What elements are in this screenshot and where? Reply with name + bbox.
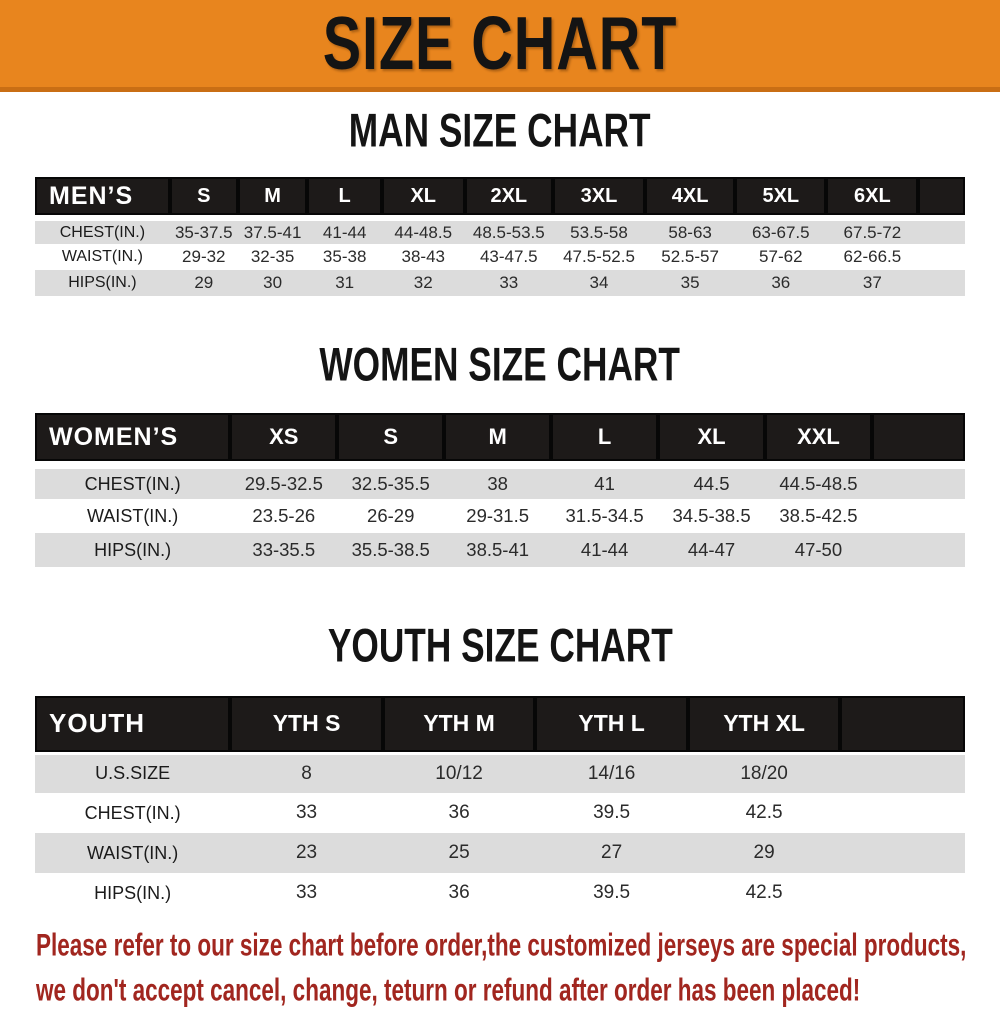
youth-value-cell: 25 (448, 842, 470, 863)
youth-row-label-cell: CHEST(IN.) (84, 802, 181, 823)
women-row-label-cell: WAIST(IN.) (86, 505, 179, 526)
women-value-cell: 44-47 (687, 539, 736, 560)
women-row-label-cell: CHEST(IN.) (84, 473, 181, 494)
women-value-cell: 29-31.5 (466, 505, 530, 526)
men-value-cell: 35-37.5 (174, 222, 233, 242)
men-value-cell: 32 (413, 273, 433, 292)
youth-size-header-cell: YTH L (535, 696, 688, 753)
men-size-header-cell: 4XL (645, 177, 735, 218)
women-measurement-row (35, 499, 965, 533)
youth-section-title-text: YOUTH SIZE CHART (327, 619, 673, 672)
men-value-cell: 48.5-53.5 (472, 222, 545, 242)
youth-value-cell: 27 (601, 842, 623, 863)
disclaimer-line-2-text: we don't accept cancel, change, teturn or refund after order has been placed! (36, 973, 861, 1008)
men-value-cell: 47.5-52.5 (563, 247, 635, 266)
youth-header-label: YOUTH (35, 696, 230, 753)
men-value-cell: 53.5-58 (570, 222, 628, 242)
men-value-cell: 34 (589, 273, 609, 292)
men-header-filler-cell (918, 177, 965, 218)
men-row-label-cell: CHEST(IN.) (59, 223, 146, 241)
youth-section-title (0, 619, 1000, 675)
youth-size-header-cell: YTH XL (688, 696, 841, 753)
youth-header-row (35, 696, 965, 753)
size-chart-banner (0, 0, 1000, 92)
youth-value-cell: 14/16 (587, 762, 636, 784)
disclaimer-line-1-text: Please refer to our size chart before order,the customized jerseys are special products, (36, 928, 967, 963)
youth-header-filler-cell (840, 696, 965, 753)
men-size-header-cell: L (307, 177, 381, 218)
men-size-table (35, 177, 965, 296)
women-row-filler-cell (872, 465, 965, 499)
youth-value-cell: 33 (295, 882, 318, 903)
women-value-cell: 33-35.5 (252, 539, 316, 560)
youth-value-cell: 8 (301, 762, 312, 784)
youth-value-cell: 29 (753, 842, 775, 863)
women-size-header-cell: S (337, 413, 444, 465)
youth-measurement-row (35, 753, 965, 793)
women-row-label-cell: HIPS(IN.) (94, 539, 172, 560)
men-header-label: MEN’S (35, 177, 170, 218)
men-header-row (35, 177, 965, 218)
women-size-header-cell: M (444, 413, 551, 465)
youth-measurement-row (35, 833, 965, 873)
disclaimer-line-2 (36, 971, 1000, 1016)
men-value-cell: 44-48.5 (394, 222, 453, 242)
women-measurement-row (35, 533, 965, 567)
youth-row-filler-cell (840, 753, 965, 793)
youth-size-header-cell: YTH S (230, 696, 383, 753)
youth-value-cell: 42.5 (745, 802, 783, 823)
women-measurement-row (35, 465, 965, 499)
women-section-title (0, 338, 1000, 394)
women-value-cell: 38.5-41 (466, 539, 530, 560)
men-value-cell: 33 (499, 273, 519, 292)
men-row-filler-cell (918, 270, 965, 296)
disclaimer-line-1 (36, 926, 1000, 971)
men-size-header-cell: XL (382, 177, 465, 218)
men-size-header-cell: M (238, 177, 308, 218)
youth-value-cell: 18/20 (740, 762, 788, 784)
men-value-cell: 63-67.5 (751, 222, 810, 242)
men-row-filler-cell (918, 218, 965, 244)
men-size-header-cell: 3XL (553, 177, 645, 218)
men-value-cell: 35-38 (322, 247, 367, 266)
men-value-cell: 52.5-57 (661, 247, 719, 266)
youth-value-cell: 36 (448, 882, 470, 903)
women-size-header-cell: XL (658, 413, 765, 465)
youth-value-cell: 39.5 (593, 802, 631, 823)
disclaimer (36, 926, 1000, 1016)
men-value-cell: 29-32 (182, 247, 226, 266)
youth-row-filler-cell (840, 833, 965, 873)
women-value-cell: 34.5-38.5 (672, 505, 751, 526)
men-value-cell: 36 (771, 273, 791, 292)
youth-measurement-row (35, 873, 965, 913)
men-value-cell: 37 (862, 273, 882, 292)
men-section-title (0, 104, 1000, 160)
women-value-cell: 44.5-48.5 (779, 473, 858, 494)
men-size-header-cell: S (170, 177, 238, 218)
men-value-cell: 38-43 (401, 247, 445, 266)
men-row-filler-cell (918, 244, 965, 270)
men-row-label-cell: HIPS(IN.) (68, 274, 137, 291)
men-value-cell: 29 (194, 273, 214, 292)
youth-value-cell: 36 (448, 802, 470, 823)
youth-row-filler-cell (840, 793, 965, 833)
youth-value-cell: 42.5 (745, 882, 783, 903)
men-value-cell: 35 (680, 273, 700, 292)
women-size-header-cell: XXL (765, 413, 872, 465)
women-value-cell: 26-29 (367, 505, 415, 526)
youth-value-cell: 10/12 (435, 762, 483, 784)
women-header-label: WOMEN’S (35, 413, 230, 465)
women-value-cell: 44.5 (693, 473, 730, 494)
women-row-filler-cell (872, 499, 965, 533)
men-value-cell: 62-66.5 (843, 247, 902, 266)
section-women (0, 338, 1000, 567)
women-value-cell: 31.5-34.5 (565, 505, 644, 526)
women-row-filler-cell (872, 533, 965, 567)
men-value-cell: 57-62 (759, 247, 803, 266)
women-size-table (35, 413, 965, 567)
men-value-cell: 31 (335, 273, 355, 292)
women-value-cell: 32.5-35.5 (351, 473, 430, 494)
youth-size-header-cell: YTH M (383, 696, 536, 753)
men-value-cell: 67.5-72 (843, 222, 902, 242)
men-value-cell: 30 (263, 273, 283, 292)
women-header-filler-cell (872, 413, 965, 465)
women-value-cell: 35.5-38.5 (351, 539, 430, 560)
women-size-header-cell: XS (230, 413, 337, 465)
women-value-cell: 23.5-26 (252, 505, 316, 526)
men-measurement-row (35, 244, 965, 270)
youth-value-cell: 39.5 (593, 882, 631, 903)
men-value-cell: 41-44 (322, 222, 367, 242)
women-value-cell: 41-44 (580, 539, 629, 560)
page-title: SIZE CHART (322, 0, 678, 86)
youth-row-label-cell: U.S.SIZE (95, 763, 171, 784)
men-value-cell: 37.5-41 (243, 222, 302, 242)
women-value-cell: 38.5-42.5 (779, 505, 858, 526)
women-value-cell: 41 (594, 473, 615, 494)
section-youth (0, 619, 1000, 913)
women-value-cell: 47-50 (794, 539, 843, 560)
men-row-label-cell: WAIST(IN.) (61, 248, 143, 265)
youth-row-filler-cell (840, 873, 965, 913)
women-value-cell: 38 (487, 473, 508, 494)
men-size-header-cell: 6XL (826, 177, 918, 218)
youth-row-label-cell: WAIST(IN.) (86, 842, 179, 863)
men-value-cell: 32-35 (250, 247, 295, 266)
youth-measurement-row (35, 793, 965, 833)
men-measurement-row (35, 218, 965, 244)
women-header-row (35, 413, 965, 465)
men-section-title-text: MAN SIZE CHART (349, 104, 651, 157)
men-size-header-cell: 5XL (735, 177, 826, 218)
women-value-cell: 29.5-32.5 (244, 473, 323, 494)
youth-size-table (35, 696, 965, 913)
men-value-cell: 43-47.5 (479, 247, 538, 266)
youth-value-cell: 23 (295, 842, 318, 863)
men-value-cell: 58-63 (668, 222, 712, 242)
section-men (0, 104, 1000, 296)
women-section-title-text: WOMEN SIZE CHART (319, 338, 681, 391)
men-measurement-row (35, 270, 965, 296)
women-size-header-cell: L (551, 413, 658, 465)
youth-value-cell: 33 (295, 802, 318, 823)
youth-row-label-cell: HIPS(IN.) (94, 882, 172, 903)
men-size-header-cell: 2XL (465, 177, 553, 218)
